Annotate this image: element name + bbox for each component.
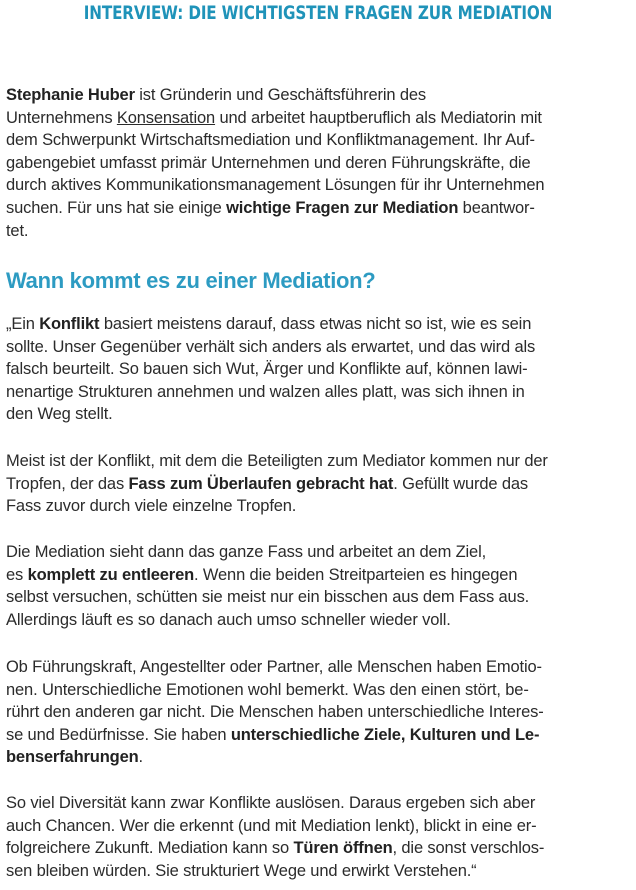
paragraph-4: Ob Führungskraft, Angestellter oder Partner, alle Menschen haben Emotio- nen. Unterschiedliche Emotionen wohl bemerkt. Was den einen stört, be- rührt den anderen gar nicht. Die Menschen haben unterschiedliche Interes- se und Bedürfnisse. Sie haben unterschiedliche Ziele, Kulturen und Le- benserfahrungen. — [6, 658, 544, 767]
paragraph-1: „Ein Konflikt basiert meistens darauf, dass etwas nicht so ist, wie es sein sollte. Unser Gegenüber verhält sich anders als erwartet, und das wird als falsch beurteilt. So bauen sich Wut, Ärger und Konflikte auf, können lawi- nenartige Strukturen annehmen und walzen alles platt, was sich ihnen in den Weg stellt. — [6, 315, 536, 424]
author-name: Stephanie Huber — [6, 86, 135, 104]
page-title: INTERVIEW: DIE WICHTIGSTEN FRAGEN ZUR MEDIATION — [83, 2, 553, 24]
paragraph-5: So viel Diversität kann zwar Konflikte auslösen. Daraus ergeben sich aber auch Chancen. Wer die erkennt (und mit Mediation lenkt), blickt in eine er- folgreichere Zukunft. Mediation kann so Türen öffnen, die sonst verschlos- sen bleiben würden. Sie strukturiert Wege und erwirkt Verstehen.“ — [6, 794, 545, 880]
intro-paragraph: Stephanie Huber ist Gründerin und Geschäftsführerin des Unternehmens Konsensation und arbeitet hauptberuflich als Mediatorin mit dem Schwerpunkt Wirtschaftsmediation und Konfliktmanagement. Ihr Auf- gabengebiet umfasst primär Unternehmen und deren Führungskräfte, die durch aktives Kommunikationsmanagement Lösungen für ihr Unternehmen suchen. Für uns hat sie einige wichtige Fragen zur Mediation beantwor- tet. — [6, 86, 545, 240]
paragraph-3: Die Mediation sieht dann das ganze Fass und arbeitet an dem Ziel, es komplett zu entleeren. Wenn die beiden Streitparteien es hingegen selbst versuchen, schütten sie meist nur ein bisschen aus dem Fass aus. Allerdings läuft es so danach auch umso schneller wieder voll. — [6, 543, 530, 629]
paragraph-2: Meist ist der Konflikt, mit dem die Beteiligten zum Mediator kommen nur der Tropfen, der das Fass zum Überlaufen gebracht hat. Gefüllt wurde das Fass zuvor durch viele einzelne Tropfen. — [6, 452, 548, 516]
section-heading: Wann kommt es zu einer Mediation? — [6, 268, 376, 293]
company-link[interactable]: Konsensation — [116, 108, 216, 127]
